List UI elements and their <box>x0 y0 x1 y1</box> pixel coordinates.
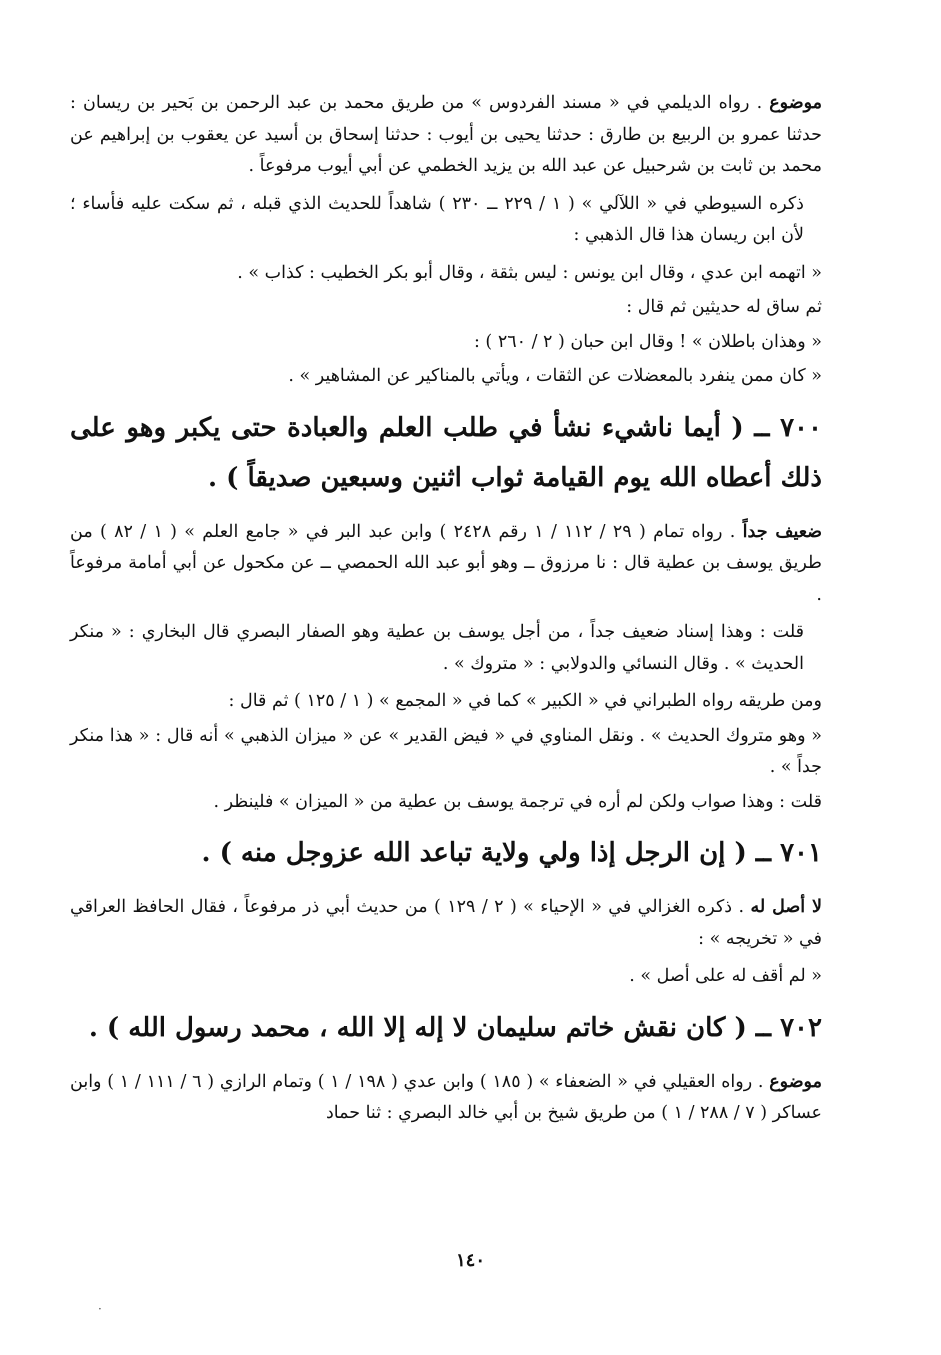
paragraph-text: . رواه الديلمي في « مسند الفردوس » من طريق محمد بن عبد الرحمن بن بَحير بن ريسان : حدثنا عمرو بن الربيع بن طارق : حدثنا يحيى بن أيوب : حدثنا إسحاق بن أسيد عن يعقوب بن إبراهيم عن محمد بن ثابت بن شرحبيل عن عبد الله بن يزيد الخطمي عن أبي أيوب مرفوعاً . <box>70 93 822 176</box>
quote-dhahabi: « اتهمه ابن عدي ، وقال ابن يونس : ليس بثقة ، وقال أبو بكر الخطيب : كذاب » . <box>237 262 822 283</box>
paragraph-isnad: قلت : وهذا إسناد ضعيف جداً ، من أجل يوسف بن عطية وهو الصفار البصري قال البخاري : « منكر الحديث » . وقال النسائي والدولابي : « متروك » . <box>70 622 804 674</box>
paragraph-suyuti: ذكره السيوطي في « اللآلي » ( ١ / ٢٢٩ ــ ٢٣٠ ) شاهداً للحديث الذي قبله ، ثم سكت عليه فأساء ؛ لأن ابن ريسان هذا قال الذهبي : <box>70 193 804 245</box>
grading-label: موضوع <box>769 93 822 113</box>
hadith-700: ٧٠٠ ــ ( أيما ناشيء نشأ في طلب العلم والعبادة حتى يكبر وهو على ذلك أعطاه الله يوم القيامة ثواب اثنين وسبعين صديقاً ) . <box>70 412 822 493</box>
paragraph-text: . رواه تمام ( ٢٩ / ١١٢ / ١ رقم ٢٤٢٨ ) وابن عبد البر في « جامع العلم » ( ١ / ٨٢ ) من طريق يوسف بن عطية قال : نا مرزوق ــ وهو أبو عبد الله الحمصي ــ عن مكحول عن أبي أمامة مرفوعاً . <box>70 521 822 605</box>
grading-label: لا أصل له <box>750 897 823 917</box>
paragraph-mizan: قلت : وهذا صواب ولكن لم أره في ترجمة يوسف بن عطية من « الميزان » فلينظر . <box>213 791 822 812</box>
paragraph-munawi: « وهو متروك الحديث » . ونقل المناوي في « فيض القدير » عن « ميزان الذهبي » أنه قال : « هذا منكر جداً » . <box>70 725 822 777</box>
paragraph-mawdu-2 <box>70 1067 822 1130</box>
paragraph-two-hadiths: ثم ساق له حديثين ثم قال : <box>626 297 822 317</box>
paragraph-text: . ذكره الغزالي في « الإحياء » ( ٢ / ١٢٩ ) من حديث أبي ذر مرفوعاً ، فقال الحافظ العراقي في « تخريجه » : <box>70 897 822 949</box>
scan-speck: · <box>98 1302 102 1316</box>
paragraph-text: . رواه العقيلي في « الضعفاء » ( ١٨٥ ) وابن عدي ( ١٩٨ / ١ ) وتمام الرازي ( ٦ / ١١١ / ١ ) وابن عساكر ( ٧ / ٢٨٨ / ١ ) من طريق شيخ بن أبي خالد البصري : ثنا حماد <box>70 1071 822 1123</box>
paragraph-tabarani: ومن طريقه رواه الطبراني في « الكبير » كما في « المجمع » ( ١ / ١٢٥ ) ثم قال : <box>228 691 822 711</box>
hadith-702: ٧٠٢ ــ ( كان نقش خاتم سليمان لا إله إلا الله ، محمد رسول الله ) . <box>88 1012 822 1043</box>
paragraph-la-asl <box>70 892 822 955</box>
quote-ibn-hibban: « كان ممن ينفرد بالمعضلات عن الثقات ، ويأتي بالمناكير عن المشاهير » . <box>288 366 822 386</box>
book-page <box>70 88 822 1136</box>
quote-batilan: « وهذان باطلان » ! وقال ابن حبان ( ٢ / ٢٦٠ ) : <box>473 331 822 352</box>
paragraph-daif-jiddan <box>70 517 822 612</box>
quote-iraqi: « لم أقف له على أصل » . <box>629 966 822 986</box>
page-number: ١٤٠ <box>455 1250 485 1271</box>
grading-label: ضعيف جداً <box>742 521 823 542</box>
grading-label: موضوع <box>769 1071 822 1092</box>
hadith-701: ٧٠١ ــ ( إن الرجل إذا ولي ولاية تباعد الله عزوجل منه ) . <box>201 838 822 868</box>
paragraph-mawdu-1 <box>70 88 822 183</box>
